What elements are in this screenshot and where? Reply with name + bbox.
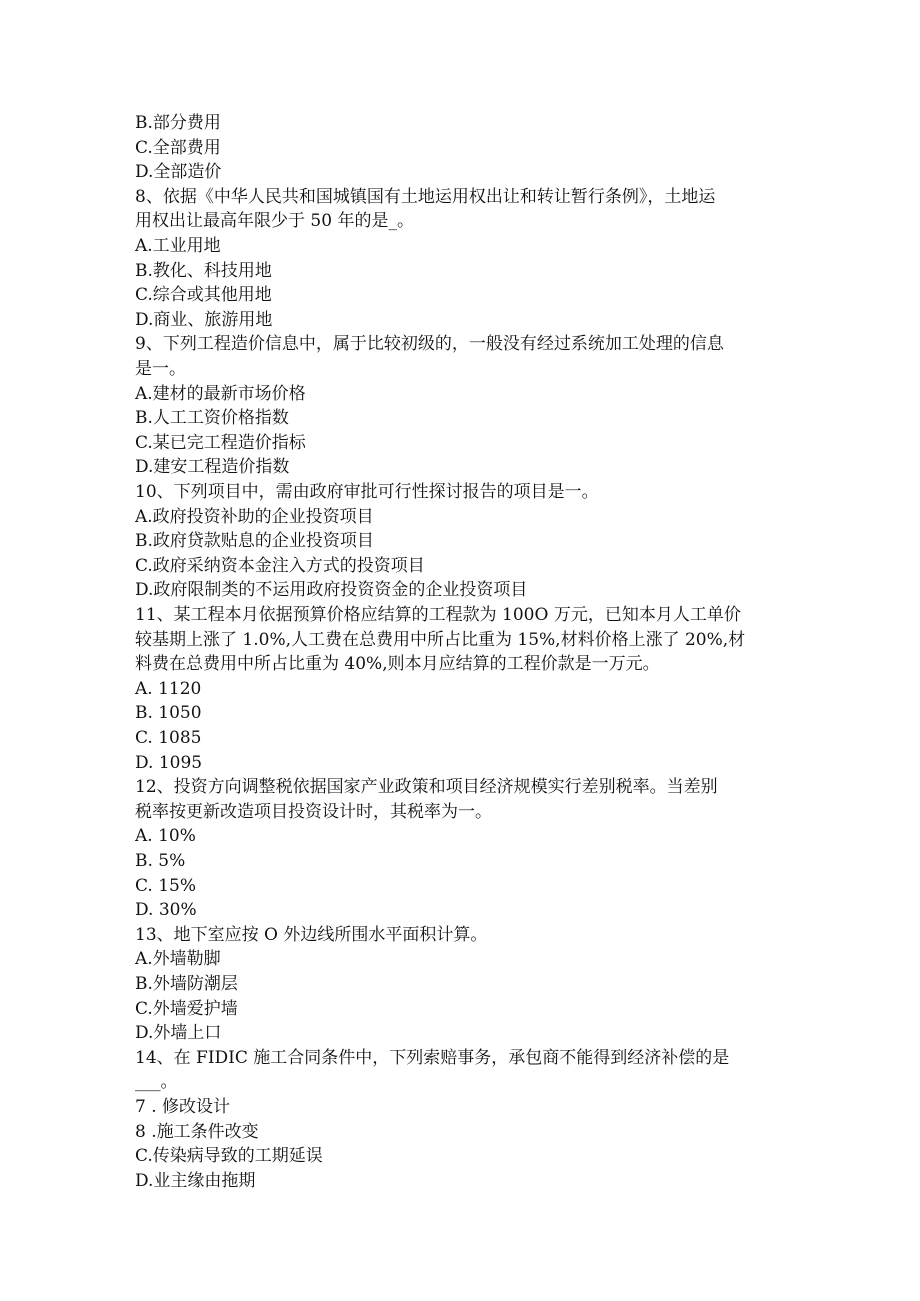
text-line: 较基期上涨了 1.0%,人工费在总费用中所占比重为 15%,材料价格上涨了 20%,材: [135, 629, 746, 650]
text-line: A.建材的最新市场价格: [135, 383, 306, 404]
text-line: C.传染病导致的工期延误: [135, 1146, 323, 1167]
text-line: C. 1085: [135, 728, 202, 748]
text-line: D.建安工程造价指数: [135, 457, 290, 478]
text-line: A. 10%: [135, 826, 196, 847]
text-line: A. 1120: [135, 678, 202, 699]
text-line: 用权出让最高年限少于 50 年的是_。: [135, 211, 414, 232]
text-line: B.人工工资价格指数: [135, 408, 289, 429]
text-line: 10、下列项目中，需由政府审批可行性探讨报告的项目是一。: [135, 482, 599, 502]
text-line: 8、依据《中华人民共和国城镇国有土地运用权出让和转让暂行条例》，土地运: [135, 186, 716, 207]
text-line: B.外墙防潮层: [135, 974, 238, 994]
text-line: B.政府贷款贴息的企业投资项目: [135, 531, 374, 552]
text-line: C.政府采纳资本金注入方式的投资项目: [135, 555, 425, 576]
text-line: C.综合或其他用地: [135, 285, 272, 306]
text-line: D.全部造价: [135, 162, 222, 183]
text-line: ___。: [135, 1072, 178, 1093]
text-line: D.业主缘由拖期: [135, 1170, 256, 1191]
text-line: 13、地下室应按 O 外边线所围水平面积计算。: [135, 924, 488, 945]
text-line: C. 15%: [135, 875, 196, 896]
text-line: 税率按更新改造项目投资设计时，其税率为一。: [135, 801, 492, 822]
text-line: D.外墙上口: [135, 1023, 222, 1044]
text-line: D. 1095: [135, 752, 203, 773]
text-line: B.教化、科技用地: [135, 260, 272, 281]
text-line: 是一。: [135, 359, 186, 379]
text-line: A.外墙勒脚: [135, 949, 221, 970]
text-line: A.工业用地: [135, 236, 221, 256]
text-line: A.政府投资补助的企业投资项目: [135, 506, 374, 527]
text-line: C.全部费用: [135, 137, 221, 158]
text-line: 9、下列工程造价信息中，属于比较初级的，一般没有经过系统加工处理的信息: [135, 334, 724, 355]
text-line: D.政府限制类的不运用政府投资资金的企业投资项目: [135, 580, 528, 601]
text-line: 7 . 修改设计: [135, 1097, 231, 1117]
text-line: 8 .施工条件改变: [135, 1121, 259, 1142]
text-line: D. 30%: [135, 900, 197, 921]
text-line: C.外墙爱护墙: [135, 998, 238, 1019]
text-line: B. 5%: [135, 851, 186, 871]
text-line: D.商业、旅游用地: [135, 309, 273, 330]
text-line: B.部分费用: [135, 113, 221, 133]
text-line: C.某已完工程造价指标: [135, 432, 306, 453]
text-line: 14、在 FIDIC 施工合同条件中，下列索赔事务，承包商不能得到经济补偿的是: [135, 1047, 730, 1068]
text-line: B. 1050: [135, 703, 202, 724]
text-line: 11、某工程本月依据预算价格应结算的工程款为 100O 万元，已知本月人工单价: [135, 605, 741, 625]
text-line: 料费在总费用中所占比重为 40%,则本月应结算的工程价款是一万元。: [135, 654, 660, 675]
text-line: 12、投资方向调整税依据国家产业政策和项目经济规模实行差别税率。当差别: [135, 777, 718, 798]
